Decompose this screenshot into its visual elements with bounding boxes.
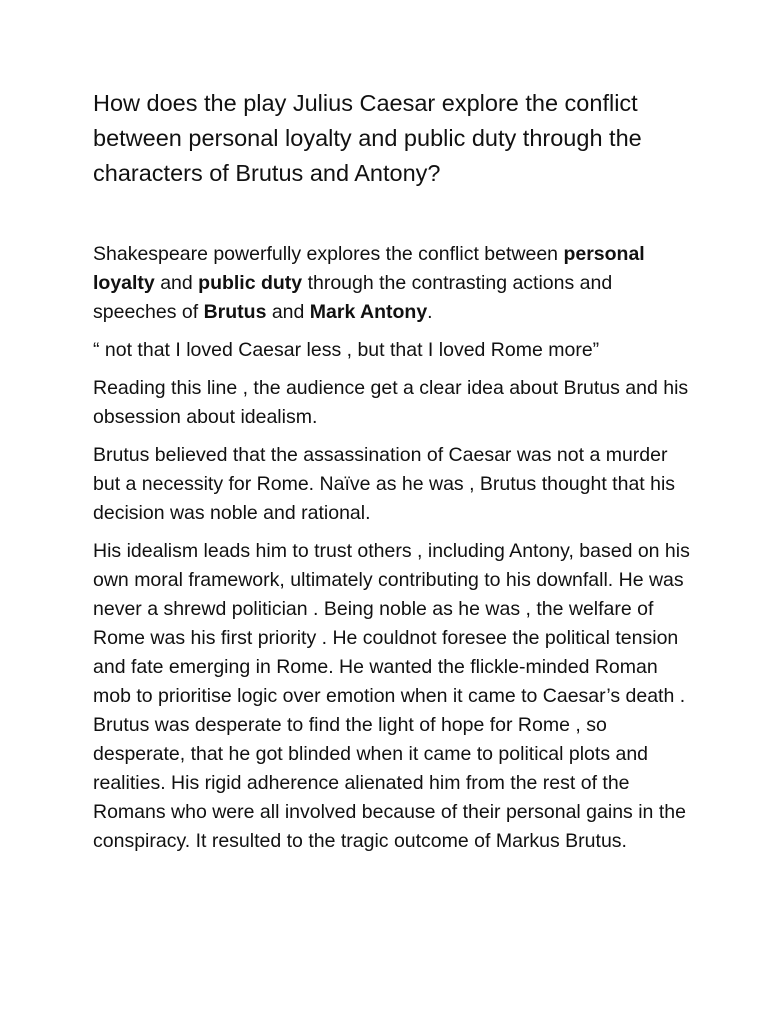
intro-bold-public-duty: public duty (198, 272, 303, 294)
intro-text-4: and (266, 301, 310, 323)
essay-body (93, 240, 693, 865)
intro-bold-personal-loyalty: personal loyalty (93, 243, 645, 294)
assassination-paragraph: Brutus believed that the assassination of Caesar was not a murder but a necessity for Rome. Naïve as he was , Brutus thought that his decision was noble and rational. (93, 444, 676, 524)
essay-question-heading: How does the play Julius Caesar explore the conflict between personal loyalty and public duty through the characters of Brutus and Antony? (93, 90, 642, 186)
intro-text-3: through the contrasting actions and speeches of (93, 272, 613, 323)
reading-paragraph: Reading this line , the audience get a clear idea about Brutus and his obsession about idealism. (93, 377, 689, 428)
idealism-paragraph: His idealism leads him to trust others , including Antony, based on his own moral framework, ultimately contributing to his downfall. He was never a shrewd politician . Being noble as he was , the welfare of Rome was his first priority . He couldnot foresee the political tension and fate emerging in Rome. He wanted the flickle-minded Roman mob to prioritise logic over emotion when it came to Caesar’s death . Brutus was desperate to find the light of hope for Rome , so desperate, that he got blinded when it came to political plots and realities. His rigid adherence alienated him from the rest of the Romans who were all involved because of their personal gains in the conspiracy. It resulted to the tragic outcome of Markus Brutus. (93, 540, 690, 852)
intro-bold-brutus: Brutus (203, 301, 267, 323)
intro-bold-mark-antony: Mark Antony (309, 301, 428, 323)
intro-text-5: . (427, 301, 433, 323)
intro-text-2: and (154, 272, 199, 294)
intro-paragraph (93, 240, 693, 327)
quote-paragraph: “ not that I loved Caesar less , but that I loved Rome more” (93, 339, 600, 361)
intro-text-1: Shakespeare powerfully explores the conflict between (93, 243, 564, 265)
